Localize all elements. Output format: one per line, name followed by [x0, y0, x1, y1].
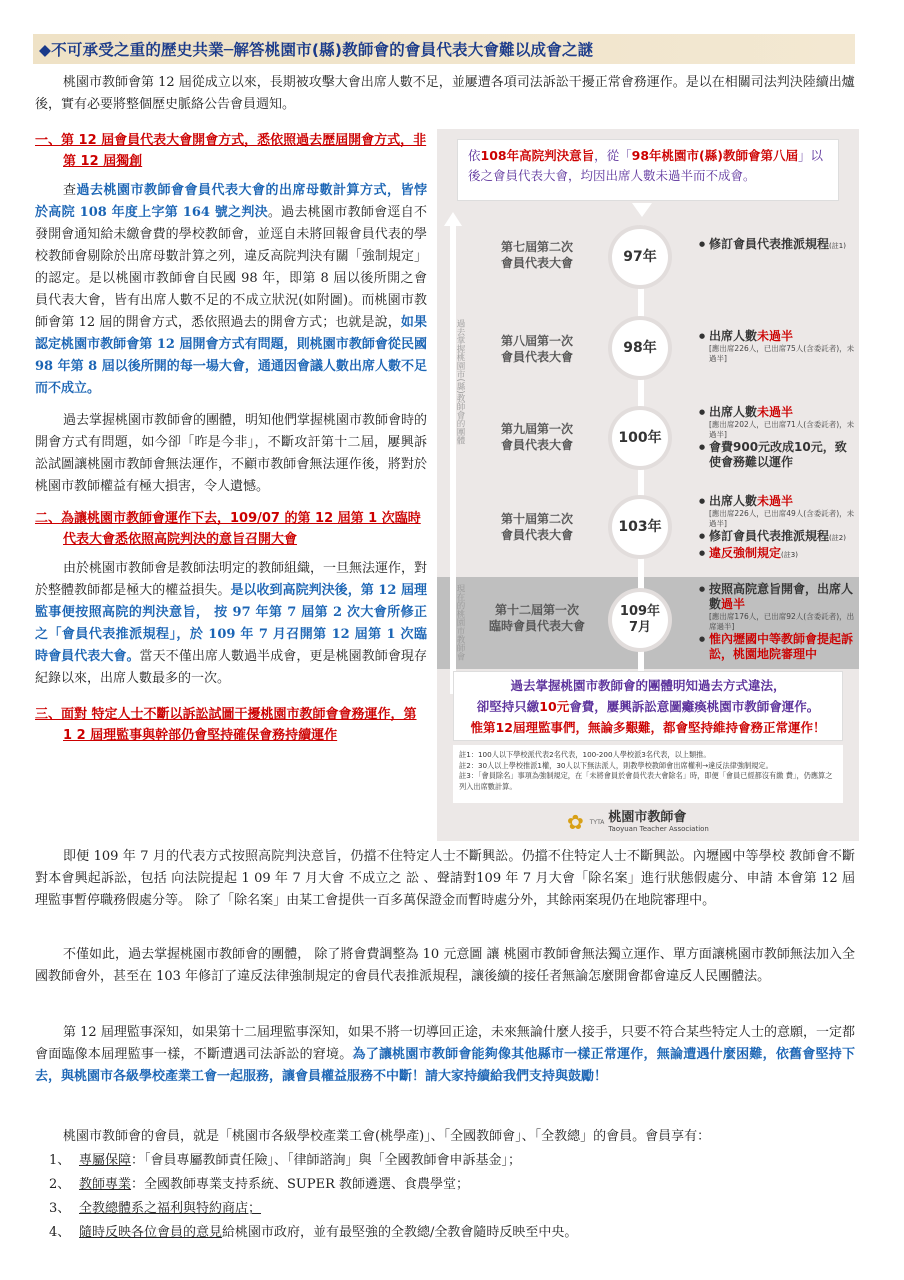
list-item: 4、 隨時反映各位會員的意見給桃園市政府，並有最堅強的全教總/全教會隨時反映至中央。	[49, 1225, 578, 1240]
timeline-term: 第七屆第二次 會員代表大會	[500, 240, 573, 270]
timeline-term: 第九屆第一次 會員代表大會	[500, 422, 573, 452]
section1-paragraph2: 過去掌握桃園市教師會的團體，明知他們掌握桃園市教師會時的開會方式有問題，如今卻「昨是今非」，不斷攻訐第十二屆，屢興訴訟試圖讓桃園市教師會無法運作，不顧市教師會無法運作後，將對於桃園市教師權益有極大損害，令人遺憾。	[35, 413, 428, 494]
timeline-infographic	[437, 129, 859, 841]
section2-heading: 二、為讓桃園市教師會運作下去，109/07 的第 12 屆第 1 次臨時代表大會悉依照高院判決的意旨召開大會	[35, 511, 421, 547]
section3-heading: 三、面對 特定人士不斷以訴訟試圖干擾桃園市教師會會務運作，第 1 2 屆理監事與幹部仍會堅持確保會務持續運作	[35, 707, 417, 743]
section3-paragraph2-block	[35, 944, 855, 988]
section2-paragraph: 由於桃園市教師會是教師法明定的教師組織，一旦無法運作，對於整體教師都是極大的權益損失。是以收到高院判決後，第 12 屆理監事便按照高院的判決意旨， 按 97 年第 7 屆第 2 次大會所修正之「會員代表推派規程」，於 109 年 7 月召開第 12 屆第 1 次臨時會員代表大會。當天不僅出席人數過半成會，更是桃園教師會現存紀錄以來，出席人數最多的一次。	[35, 561, 428, 686]
side-label: 過去掌握桃園市(縣)教師會的團體	[455, 319, 465, 445]
footnotes: 註1：100人以下學校派代表2名代表，100-200人學校派3名代表，以上類推。 註2：30人以上學校推派1權，30人以下無法派人，則教學校教師會出席權利→違反法律強制規定。 註3：「會員除名」事項為強制規定，在「未將會員於會員代表大會除名」時，即便「會員已經都沒有繳 費」，仍應算之列入出席數計算。	[453, 745, 843, 803]
conclusion-box: 過去掌握桃園市教師會的團體明知過去方式違法， 卻堅持只繳10元會費，屢興訴訟意圖癱瘓桃園市教師會運作。 惟第12屆理監事們，無論多艱難，都會堅持維持會務正常運作！	[453, 671, 843, 741]
section3-paragraph2: 不僅如此，過去掌握桃園市教師會的團體， 除了將會費調整為 10 元意圖 讓 桃園市教師會無法獨立運作、單方面讓桃園市教師無法加入全國教師會外，甚至在 103 年修訂了違反法律強制規定的會員代表推派規程，讓後續的接任者無論怎麼開會都會違反人民團體法。	[35, 947, 855, 984]
title-banner	[33, 34, 855, 64]
infographic-summary-box: 依108年高院判決意旨，從「98年桃園市(縣)教師會第八屆」以後之會員代表大會，均因出席人數未過半而不成會。	[457, 139, 839, 201]
section3-paragraph3: 第 12 屆理監事深知，如果第十二屆理監事深知，如果不將一切導回正途，未來無論什麼人接手，只要不符合某些特定人士的意願，一定都會面臨像本屆理監事一樣，不斷遭遇司法訴訟的窘境。為了讓桃園市教師會能夠像其他縣市一樣正常運作，無論遭遇什麼困難，依舊會堅持下去，與桃園市各級學校產業工會一起服務，讓會員權益服務不中斷！請大家持續給我們支持與鼓勵！	[35, 1025, 855, 1084]
timeline-year-circle: 103年	[612, 499, 668, 555]
timeline-term: 第八屆第一次 會員代表大會	[500, 334, 573, 364]
timeline-term: 第十二屆第一次 臨時會員代表大會	[488, 603, 585, 633]
section3-paragraph1: 即便 109 年 7 月的代表方式按照高院判決意旨，仍擋不住特定人士不斷興訟。仍擋不住特定人士不斷興訟。內壢國中等學校 教師會不斷對本會興起訴訟，包括 向法院提起 1 09 年 7 月大會 不成立之 訟 、聲請對109 年 7 月大會「除名案」進行狀態假處分、申請 本會第 12 屆理監事暫停職務假處分等。 除了「除名案」由某工會提供一百多萬保證金而暫時處分外，其餘兩案現仍在地院審理中。	[35, 849, 855, 908]
section1-paragraph1: 查過去桃園市教師會會員代表大會的出席母數計算方式，皆悖於高院 108 年度上字第 164 號之判決。過去桃園市教師會逕自不發開會通知給未繳會費的學校教師會，並逕自未將回報會員代表的學校教師會剔除於出席母數計算之列，違反高院判決有關「強制規定」的認定。是以桃園市教師會自民國 98 年，即第 8 屆以後所開之會員代表大會，皆有出席人數不足的不成立狀況(如附圖)。而桃園市教師會第 12 屆的開會方式，悉依照過去的開會方式；也就是說，如果認定桃園市教師會第 12 屆開會方式有問題，則桃園市教師會從民國 98 年第 8 屆以後所開的每一場大會，通通因會議人數出席人數不足而不成立。	[35, 183, 427, 396]
timeline-year-circle: 109年 7月	[612, 592, 668, 648]
timeline-year-circle: 97年	[612, 229, 668, 285]
intro-paragraph: 桃園市教師會第 12 屆從成立以來，長期被攻擊大會出席人數不足，並屢遭各項司法訴訟干擾正常會務運作。是以在相關司法判決陸續出爐後，實有必要將整個歷史脈絡公告會員週知。	[35, 75, 855, 112]
side-label-current: 現在的桃園市教師會	[455, 584, 465, 661]
timeline-details: ● 出席人數未過半 [應出席202人，已出席71人(含委託者)，未過半] ● 會費900元改成10元，致使會務難以運作	[699, 405, 857, 470]
timeline-details: ● 出席人數未過半 [應出席226人，已出席49人(含委託者)，未過半] ● 修訂會員代表推派規程(註2) ● 違反強制規定(註3)	[699, 494, 857, 563]
list-item: 2、 教師專業：全國教師專業支持系統、SUPER 教師遴選、食農學堂；	[49, 1177, 470, 1192]
list-item: 1、 專屬保障：「會員專屬教師責任險」、「律師諮詢」與「全國教師會申訴基金」；	[49, 1153, 522, 1168]
down-arrow-icon	[632, 203, 652, 217]
timeline-details: ● 出席人數未過半 [應出席226人，已出席75人(含委託者)，未過半]	[699, 329, 857, 364]
left-column	[35, 130, 427, 754]
section1-heading: 一、第 12 屆會員代表大會開會方式，悉依照過去歷屆開會方式，非第 12 屆獨創	[35, 133, 427, 169]
bee-logo-icon: ✿	[567, 810, 584, 834]
logo: ✿ TYTA 桃園市教師會 Taoyuan Teacher Association	[567, 809, 709, 834]
member-benefits	[35, 1125, 855, 1245]
section3-paragraph3-block	[35, 1022, 855, 1088]
timeline-year-circle: 100年	[612, 410, 668, 466]
page-title: ◆不可承受之重的歷史共業─解答桃園市(縣)教師會的會員代表大會難以成會之謎	[39, 41, 594, 59]
list-item: 3、 全教總體系之福利與特約商店；	[49, 1201, 262, 1216]
timeline-details: ● 修訂會員代表推派規程(註1)	[699, 237, 857, 254]
timeline-term: 第十屆第二次 會員代表大會	[500, 512, 573, 542]
section3-paragraph1-block	[35, 846, 855, 912]
timeline-year-circle: 98年	[612, 320, 668, 376]
members-intro: 桃園市教師會的會員，就是「桃園市各級學校產業工會(桃學產)」、「全國教師會」、「全教總」的會員。會員享有：	[63, 1129, 711, 1144]
timeline-details: ● 按照高院意旨開會，出席人數過半 [應出席176人，已出席92人(含委託者)，出席過半] ● 惟內壢國中等教師會提起訴訟，桃園地院審理中	[699, 582, 857, 662]
